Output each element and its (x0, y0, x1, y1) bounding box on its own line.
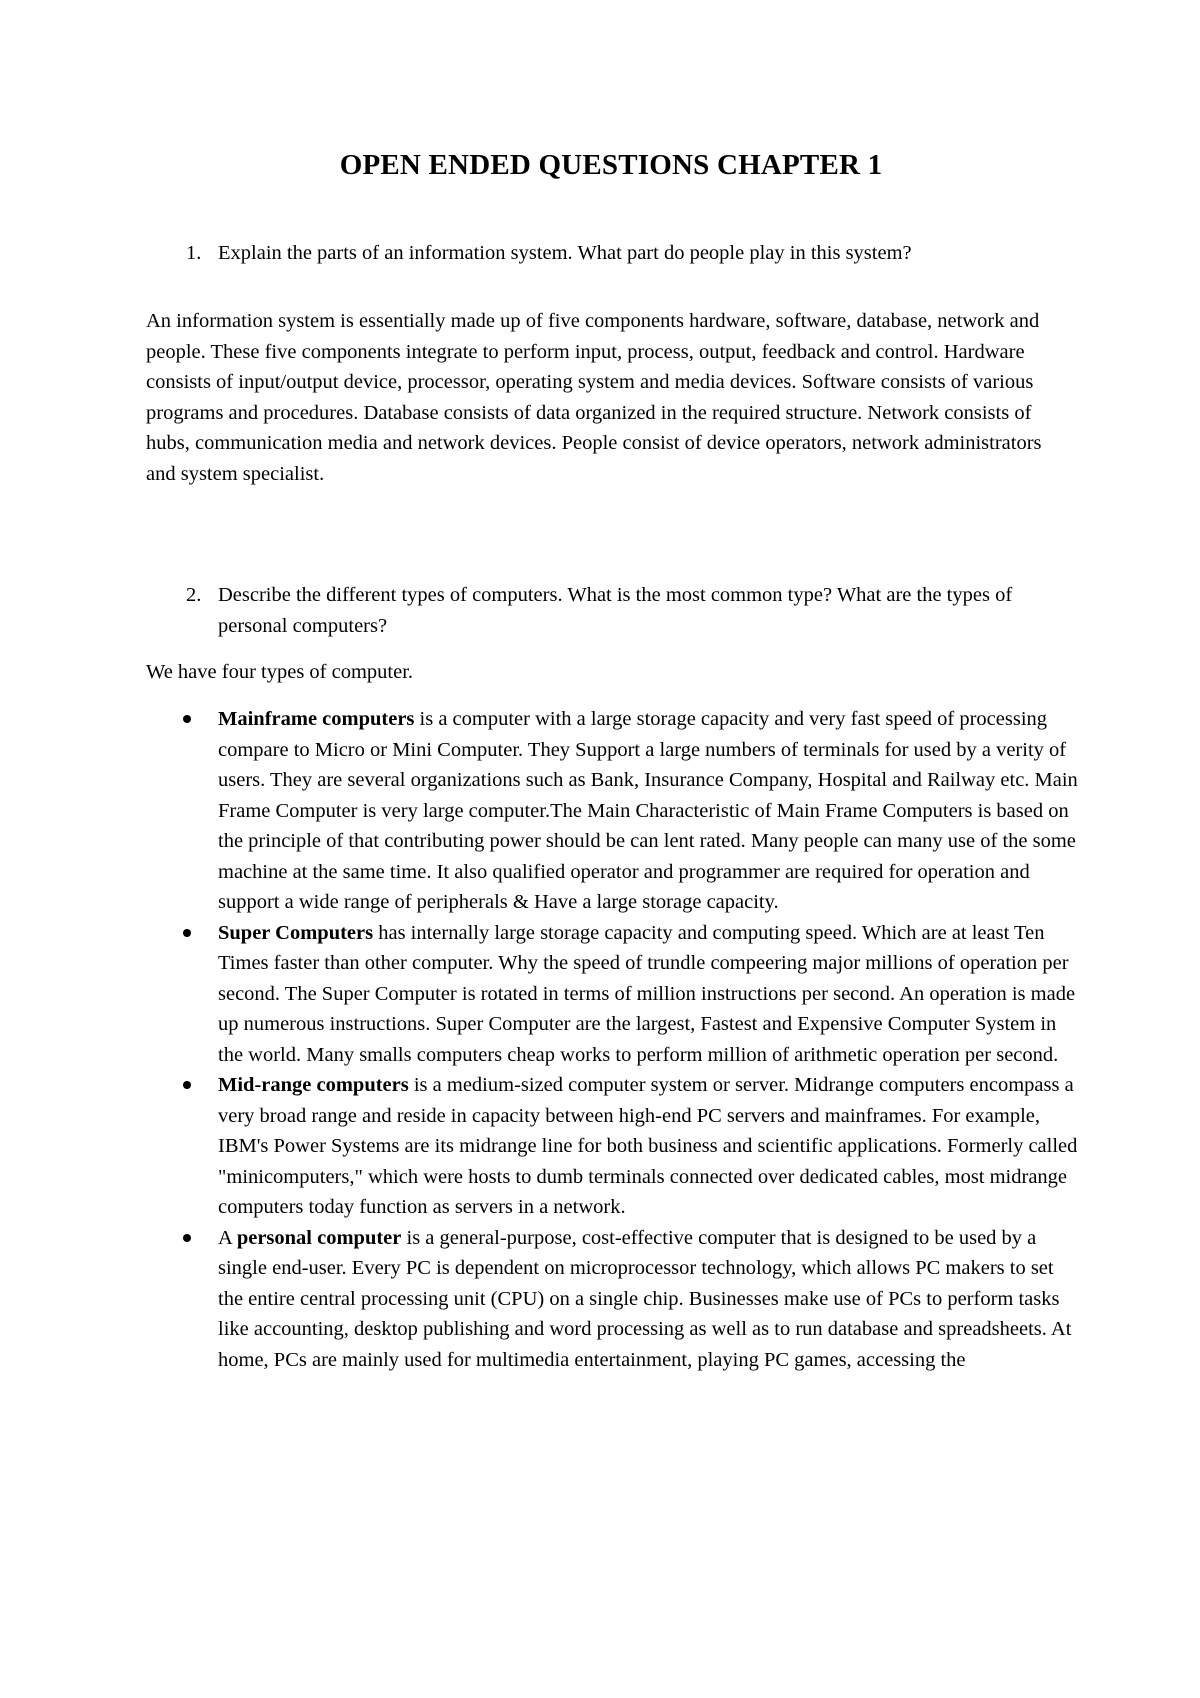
question-number: 2. (186, 584, 202, 606)
bullet-icon (183, 1081, 191, 1089)
list-item (218, 1070, 1078, 1223)
bullet-term: Mid-range computers (218, 1074, 409, 1096)
bullet-text: is a computer with a large storage capacity and very fast speed of processing compare to Micro or Mini Computer. They Support a large numbers of terminals for used by a verity of users. They are several organizations such as Bank, Insurance Company, Hospital and Railway etc. Main Frame Computer is very large computer.The Main Characteristic of Main Frame Computers is based on the principle of that contributing power should be can lent rated. Many people can many use of the some machine at the same time. It also qualified operator and programmer are required for operation and support a wide range of peripherals & Have a large storage capacity. (218, 708, 1078, 913)
bullet-icon (183, 929, 191, 937)
list-item: A personal computer is a general-purpose, cost-effective computer that is designed to be used by a single end-user. Every PC is dependent on microprocessor technology, which allows PC makers to set the entire central processing unit (CPU) on a single chip. Businesses make use of PCs to perform tasks like accounting, desktop publishing and word processing as well as to run database and spreadsheets. At home, PCs are mainly used for multimedia entertainment, playing PC games, accessing the (218, 1223, 1078, 1376)
question-text: Describe the different types of computers. What is the most common type? What are the types of personal computers? (218, 584, 1013, 637)
question-text: Explain the parts of an information system. What part do people play in this system? (218, 242, 912, 264)
question-number: 1. (186, 242, 202, 264)
question-2 (186, 580, 1076, 641)
list-item (218, 704, 1078, 918)
question-1 (186, 238, 1076, 269)
computer-types-list (218, 704, 1078, 1375)
bullet-text: is a general-purpose, cost-effective computer that is designed to be used by a single end-user. Every PC is dependent on microprocessor technology, which allows PC makers to set the entire central processing unit (CPU) on a single chip. Businesses make use of PCs to perform tasks like accounting, desktop publishing and word processing as well as to run database and spreadsheets. At home, PCs are mainly used for multimedia entertainment, playing PC games, accessing the (218, 1226, 1072, 1371)
list-item (218, 918, 1078, 1071)
bullet-icon (183, 715, 191, 723)
bullet-icon (183, 1234, 191, 1242)
document-title: OPEN ENDED QUESTIONS CHAPTER 1 (339, 149, 883, 181)
bullet-term: Super Computers (218, 921, 374, 944)
answer-1-paragraph: An information system is essentially made up of five components hardware, software, database, network and people. These five components integrate to perform input, process, output, feedback and control. Hardware consists of input/output device, processor, operating system and media devices. Software consists of various programs and procedures. Database consists of data organized in the required structure. Network consists of hubs, communication media and network devices. People consist of device operators, network administrators and system specialist. (146, 310, 1042, 485)
bullet-term: Mainframe computers (218, 708, 415, 730)
answer-2-intro: We have four types of computer. (146, 661, 414, 683)
bullet-text: has internally large storage capacity and computing speed. Which are at least Ten Times faster than other computer. Why the speed of trundle compeering major millions of operation per second. The Super Computer is rotated in terms of million instructions per second. An operation is made up numerous instructions. Super Computer are the largest, Fastest and Expensive Computer System in the world. Many smalls computers cheap works to perform million of arithmetic operation per second. (218, 921, 1076, 1066)
bullet-text: is a medium-sized computer system or server. Midrange computers encompass a very broad range and reside in capacity between high-end PC servers and mainframes. For example, IBM's Power Systems are its midrange line for both business and scientific applications. Formerly called "minicomputers," which were hosts to dumb terminals connected over dedicated cables, most midrange computers today function as servers in a network. (218, 1074, 1078, 1218)
bullet-term: personal computer (236, 1226, 402, 1249)
